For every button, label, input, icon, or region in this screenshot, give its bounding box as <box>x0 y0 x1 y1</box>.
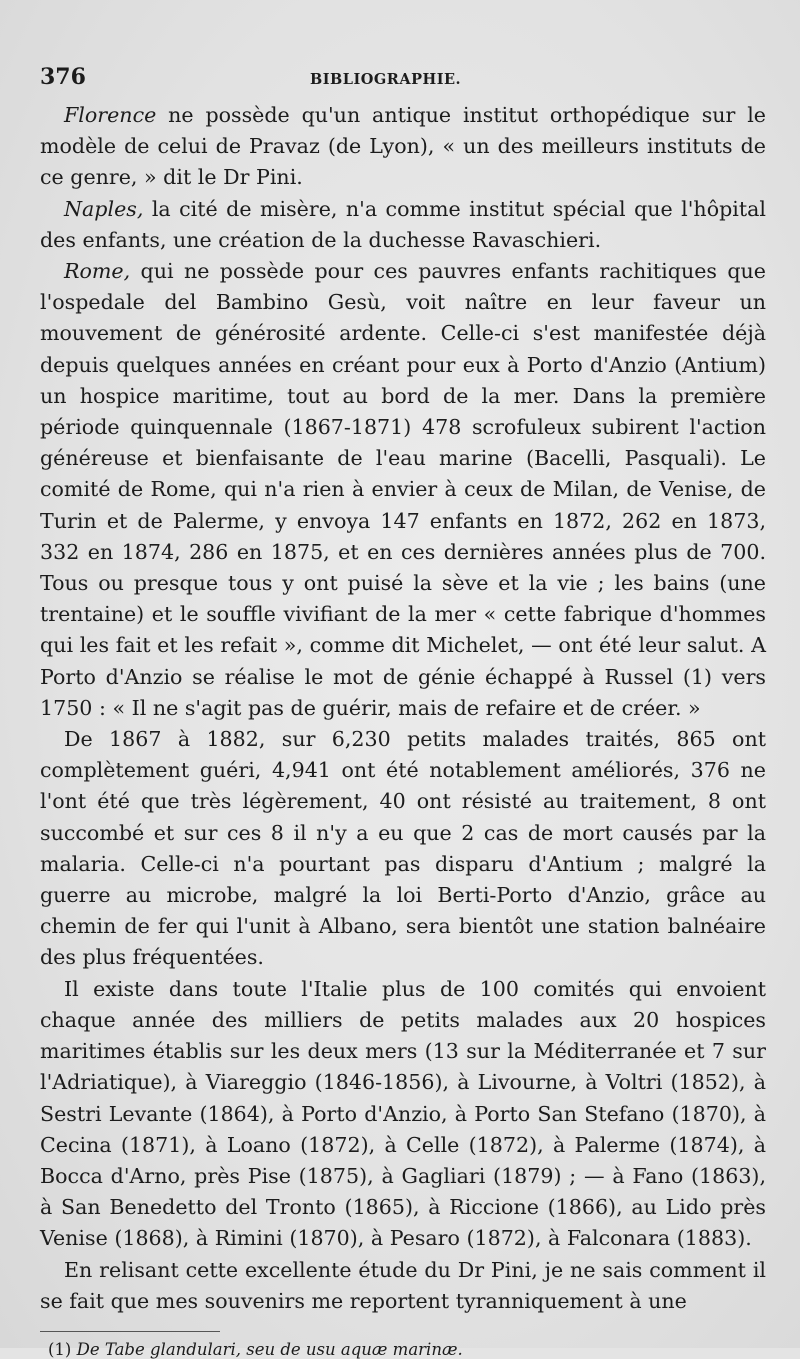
paragraph-lead: Rome, <box>64 259 131 284</box>
paragraph-lead: Florence <box>64 103 157 127</box>
paragraph-text: De 1867 à 1882, sur 6,230 petits malades traités, 865 ont complètement guéri, 4,941 ont été notablement améliorés, 376 ne l'ont été que très légèrement, 40 ont résisté au traitement, 8 ont succombé et sur ces 8 il n'y a eu que 2 cas de mort causés par la malaria. Celle-ci n'a pourtant pas disparu d'Antium ; malgré la guerre au microbe, malgré la loi Berti-Porto d'Anzio, grâce au chemin de fer qui l'unit à Albano, sera bientôt une station balnéaire des plus fréquentées. <box>40 727 766 970</box>
footnote-text: De Tabe glandulari, seu de usu aquæ marinæ. <box>76 1339 463 1359</box>
paragraph-statistics <box>40 724 766 974</box>
paragraph-text: ne possède qu'un antique institut orthopédique sur le modèle de celui de Pravaz (de Lyon), « un des meilleurs instituts de ce genre, » dit le Dr Pini. <box>40 103 766 190</box>
paragraph-text: Il existe dans toute l'Italie plus de 100 comités qui envoient chaque année des milliers de petits malades aux 20 hospices maritimes établis sur les deux mers (13 sur la Méditerranée et 7 sur l'Adriatique), à Viareggio (1846-1856), à Livourne, à Voltri (1852), à Sestri Levante (1864), à Porto d'Anzio, à Porto San Stefano (1870), à Cecina (1871), à Loano (1872), à Celle (1872), à Palerme (1874), à Bocca d'Arno, près Pise (1875), à Gagliari (1879) ; — à Fano (1863), à San Benedetto del Tronto (1865), à Riccione (1866), au Lido près Venise (1868), à Rimini (1870), à Pesaro (1872), à Falconara (1883). <box>40 976 766 1251</box>
paragraph-rome <box>40 256 766 724</box>
paragraph-closing <box>40 1255 766 1317</box>
footnote-divider <box>40 1331 220 1332</box>
paragraph-florence <box>40 100 766 194</box>
footnote <box>40 1340 766 1359</box>
running-title: BIBLIOGRAPHIE. <box>310 71 462 88</box>
page-header <box>40 64 766 100</box>
footnote-marker: (1) <box>48 1339 72 1359</box>
page-body <box>40 100 766 1317</box>
paragraph-lead: Naples, <box>64 196 144 221</box>
page-number: 376 <box>40 64 86 90</box>
paragraph-hospices <box>40 974 766 1255</box>
paragraph-text: qui ne possède pour ces pauvres enfants rachitiques que l'ospedale del Bambino Gesù, voit naître en leur faveur un mouvement de générosité ardente. Celle-ci s'est manifestée déjà depuis quelques années en créant pour eux à Porto d'Anzio (Antium) un hospice maritime, tout au bord de la mer. Dans la première période quinquennale (1867-1871) 478 scrofuleux subirent l'action généreuse et bienfaisante de l'eau marine (Bacelli, Pasquali). Le comité de Rome, qui n'a rien à envier à ceux de Milan, de Venise, de Turin et de Palerme, y envoya 147 enfants en 1872, 262 en 1873, 332 en 1874, 286 en 1875, et en ces dernières années plus de 700. Tous ou presque tous y ont puisé la sève et la vie ; les bains (une trentaine) et le souffle vivifiant de la mer « cette fabrique d'hommes qui les fait et les refait », comme dit Michelet, — ont été leur salut. A Porto d'Anzio se réalise le mot de génie échappé à Russel (1) vers 1750 : « Il ne s'agit pas de guérir, mais de refaire et de créer. » <box>40 259 766 720</box>
paragraph-text: la cité de misère, n'a comme institut spécial que l'hôpital des enfants, une création de la duchesse Ravaschieri. <box>40 196 766 252</box>
paragraph-text: En relisant cette excellente étude du Dr Pini, je ne sais comment il se fait que mes souvenirs me reportent tyranniquement à une <box>40 1257 766 1313</box>
paragraph-naples <box>40 194 766 256</box>
